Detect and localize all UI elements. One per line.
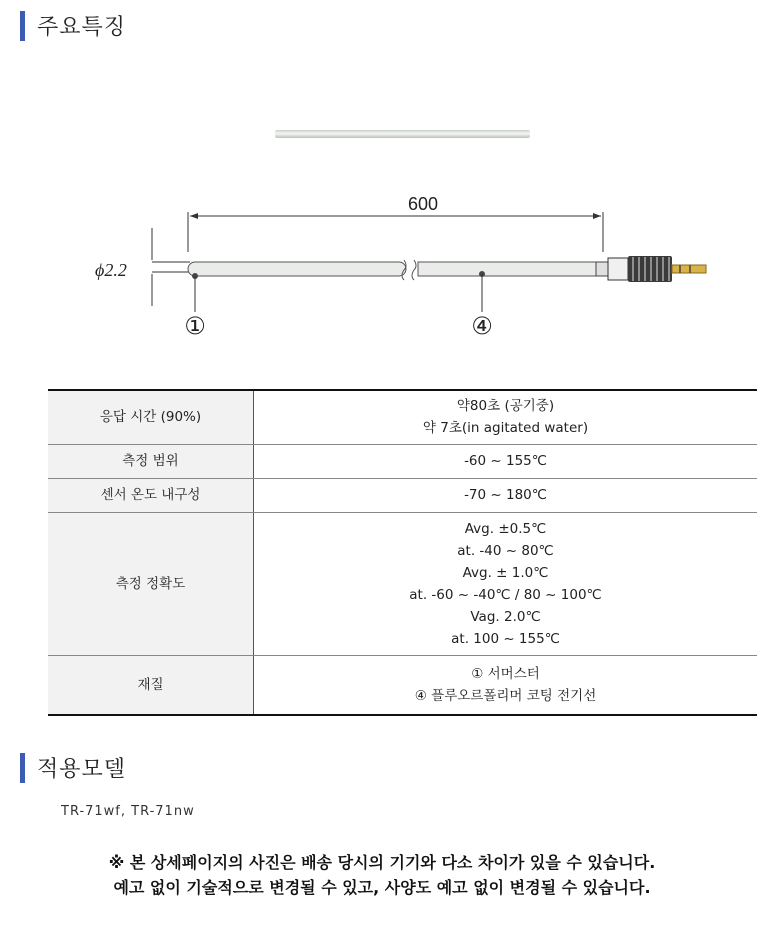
section-accent-bar: [20, 753, 25, 783]
row-label: 센서 온도 내구성: [48, 478, 254, 512]
table-row: [48, 655, 757, 715]
table-row: [48, 478, 757, 512]
row-label: 재질: [48, 655, 254, 715]
row-label: 측정 정확도: [48, 512, 254, 655]
row-value: -70 ~ 180℃: [254, 478, 758, 512]
table-row: [48, 390, 757, 444]
rod-right: [418, 262, 603, 276]
table-row: [48, 512, 757, 655]
row-label: 응답 시간 (90%): [48, 390, 254, 444]
section-title-models: 적용모델: [37, 757, 127, 782]
sensor-diagram: [80, 190, 720, 350]
section-title-features: 주요특징: [37, 15, 127, 40]
diameter-label: ϕ2.2: [95, 260, 127, 280]
dim-arrow-left: [190, 213, 198, 219]
section-accent-bar: [20, 11, 25, 41]
connector-label-band: [608, 258, 628, 280]
section-header-features: [20, 10, 126, 41]
connector-plug: [672, 265, 706, 273]
row-value: -60 ~ 155℃: [254, 444, 758, 478]
break-mark-2: [412, 260, 416, 280]
row-value: Avg. ±0.5℃ at. -40 ~ 80℃ Avg. ± 1.0℃ at. -60 ~ -40℃ / 80 ~ 100℃ Vag. 2.0℃ at. 100 ~ 155℃: [254, 512, 758, 655]
notice-line-2: 예고 없이 기술적으로 변경될 수 있고, 사양도 예고 없이 변경될 수 있습니다.: [113, 878, 651, 897]
table-row: [48, 444, 757, 478]
section-header-models: [20, 752, 126, 783]
row-value: ① 서머스터 ④ 플루오르폴리머 코팅 전기선: [254, 655, 758, 715]
marker-4: ④: [471, 312, 493, 340]
marker-1: ①: [184, 312, 206, 340]
spec-table: [48, 389, 757, 716]
connector-grip: [628, 256, 672, 282]
notice: [0, 850, 764, 900]
model-list: TR-71wf, TR-71nw: [61, 804, 195, 819]
sensor-photo: [275, 130, 530, 138]
rod-left: [188, 262, 406, 276]
dim-arrow-right: [593, 213, 601, 219]
row-value: 약80초 (공기중) 약 7초(in agitated water): [254, 390, 758, 444]
row-label: 측정 범위: [48, 444, 254, 478]
notice-line-1: ※ 본 상세페이지의 사진은 배송 당시의 기기와 다소 차이가 있을 수 있습니다.: [108, 853, 656, 872]
length-label: 600: [407, 194, 439, 214]
